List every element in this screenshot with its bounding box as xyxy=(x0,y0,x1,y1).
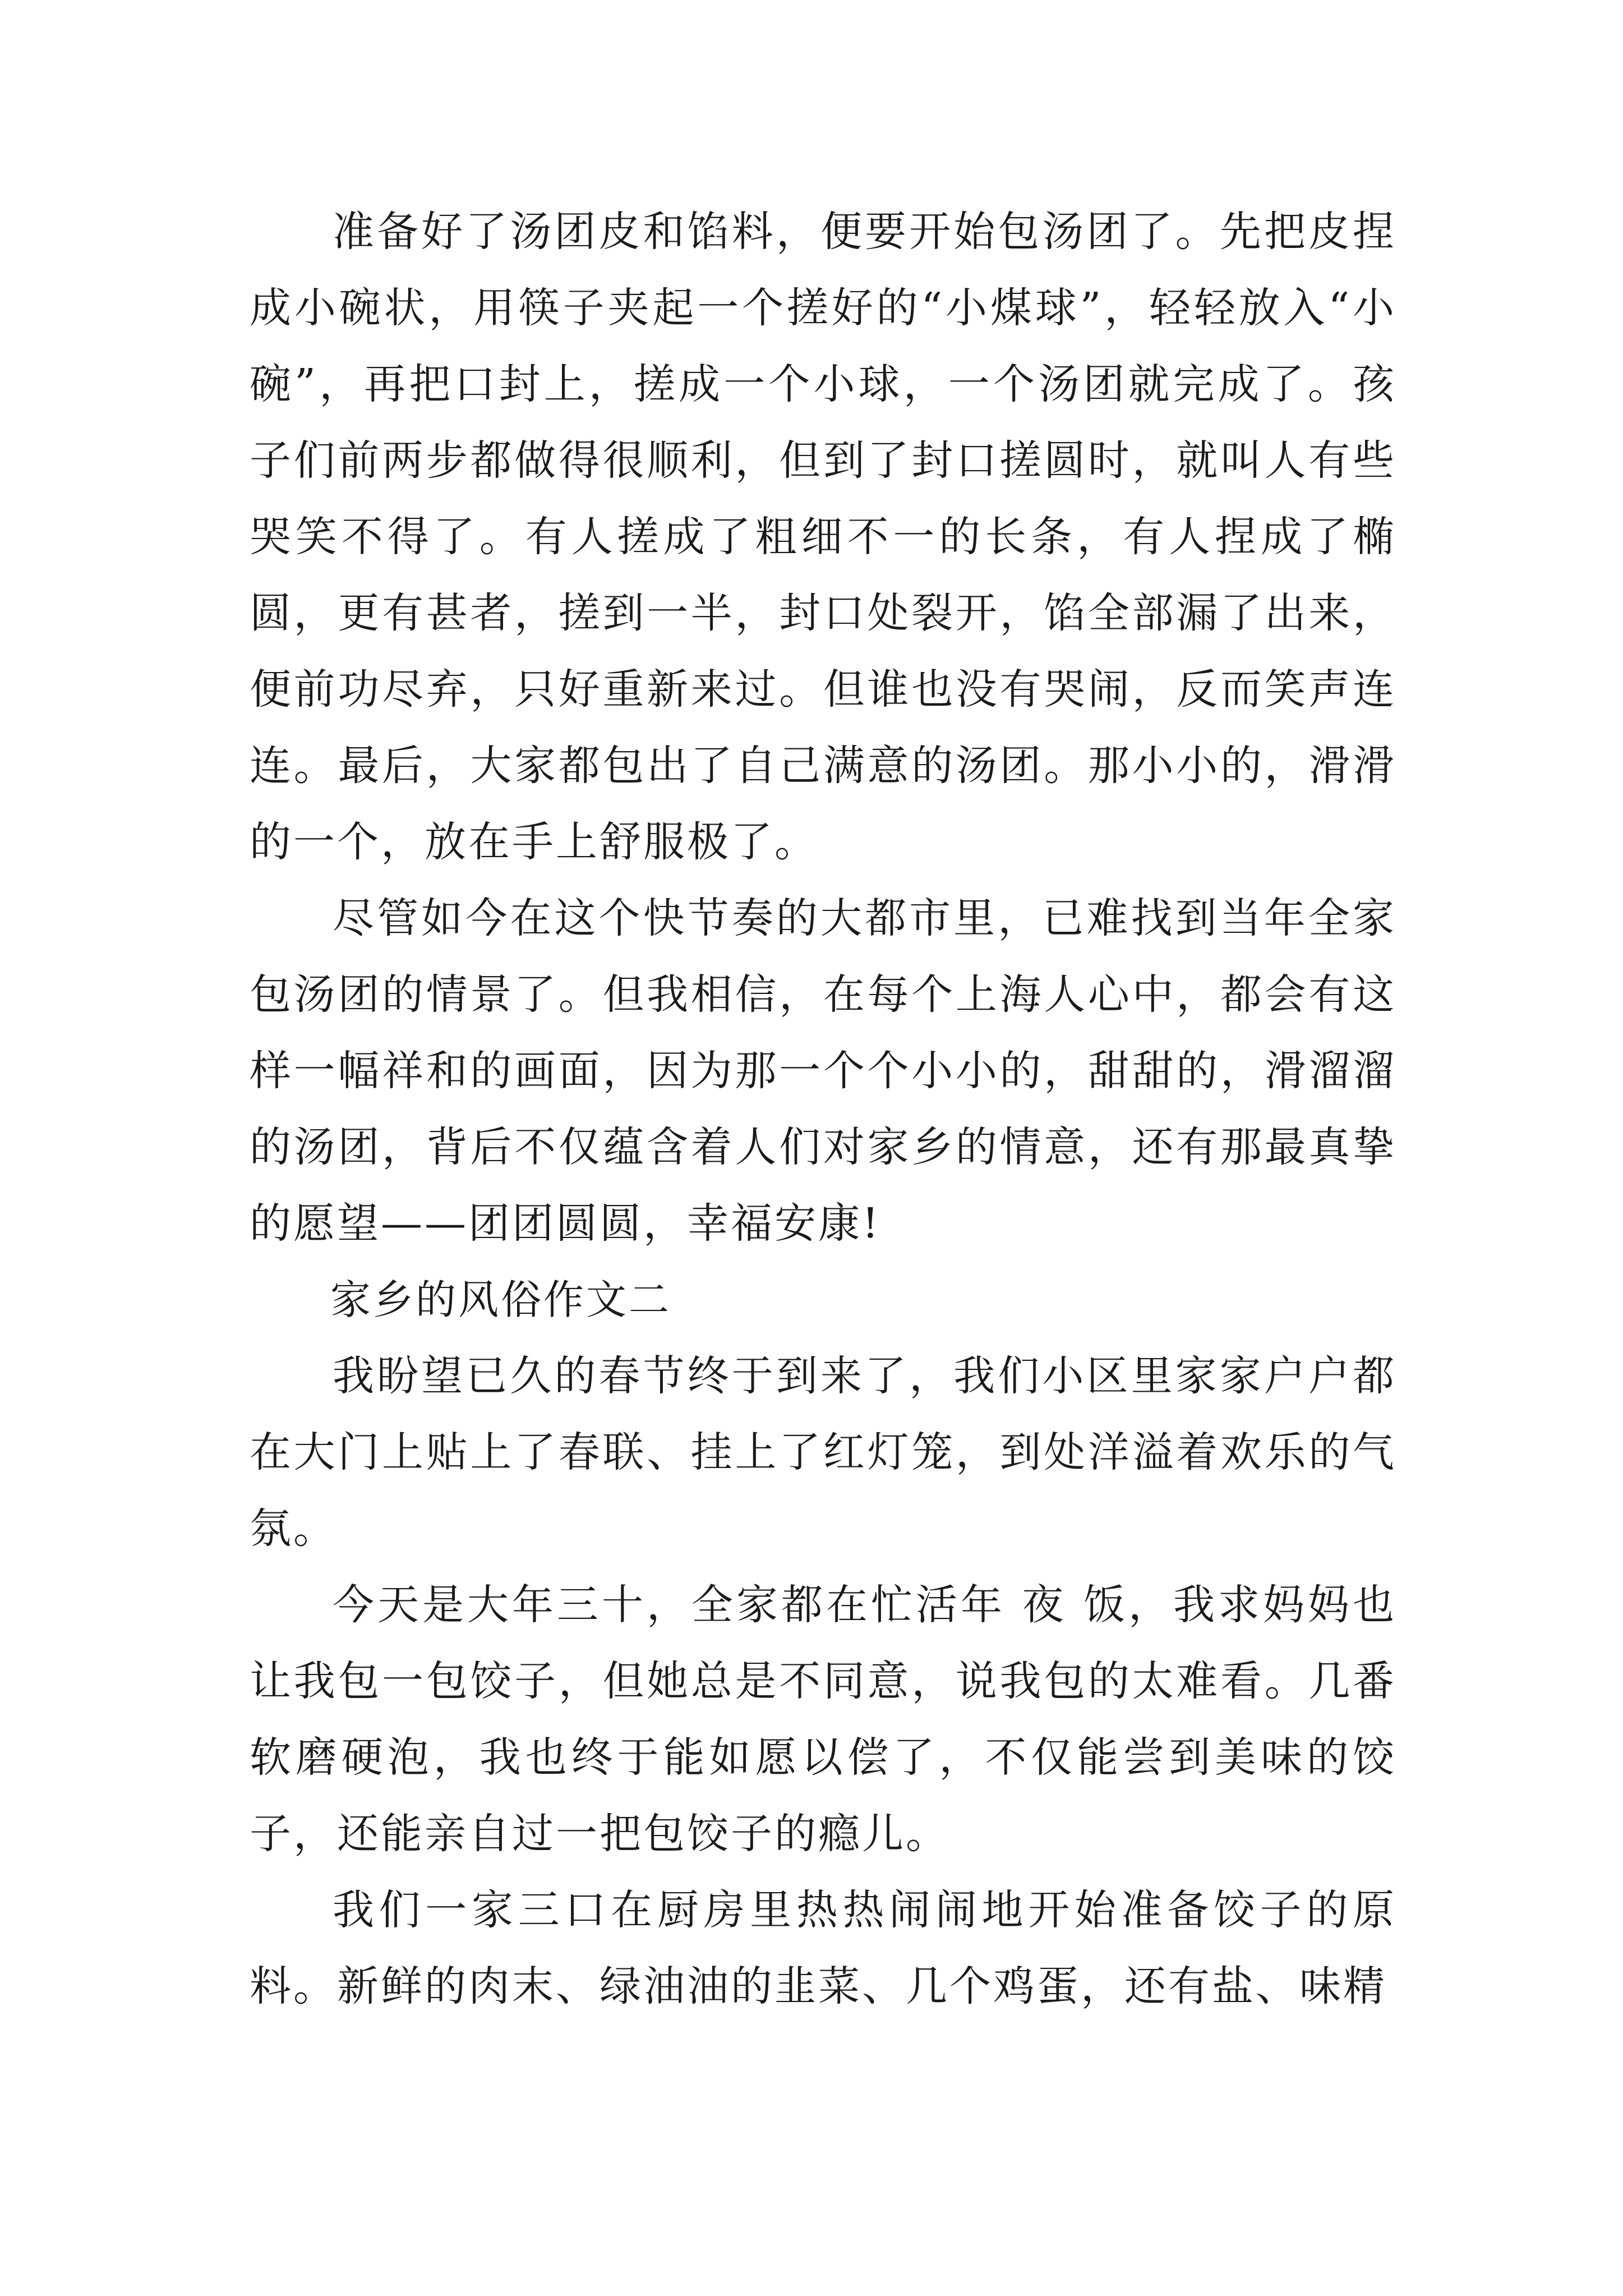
paragraph-city-memory: 尽管如今在这个快节奏的大都市里，已难找到当年全家包汤团的情景了。但我相信，在每个上海人心中，都会有这样一幅祥和的画面，因为那一个个小小的，甜甜的，滑溜溜的汤团，背后不仅蕴含着人们对家乡的情意，还有那最真挚的愿望——团团圆圆，幸福安康! xyxy=(250,894,1396,1248)
section-heading: 家乡的风俗作文二 xyxy=(330,1276,672,1323)
paragraph-dumpling-ingredients: 我们一家三口在厨房里热热闹闹地开始准备饺子的原料。新鲜的肉末、绿油油的韭菜、几个鸡蛋，还有盐、味精 xyxy=(250,1886,1396,2010)
paragraph-new-year-eve: 今天是大年三十，全家都在忙活年 夜 饭，我求妈妈也让我包一包饺子，但她总是不同意，说我包的太难看。几番软磨硬泡，我也终于能如愿以偿了，不仅能尝到美味的饺子，还能亲自过一把包饺子的瘾儿。 xyxy=(250,1581,1396,1858)
paragraph-making-tangyuan: 准备好了汤团皮和馅料，便要开始包汤团了。先把皮捏成小碗状，用筷子夹起一个搓好的“小煤球”，轻轻放入“小碗”，再把口封上，搓成一个小球，一个汤团就完成了。孩子们前两步都做得很顺利，但到了封口搓圆时，就叫人有些哭笑不得了。有人搓成了粗细不一的长条，有人捏成了椭圆，更有甚者，搓到一半，封口处裂开，馅全部漏了出来，便前功尽弃，只好重新来过。但谁也没有哭闹，反而笑声连连。最后，大家都包出了自己满意的汤团。那小小的，滑滑的一个，放在手上舒服极了。 xyxy=(250,208,1396,866)
paragraph-spring-festival: 我盼望已久的春节终于到来了，我们小区里家家户户都在大门上贴上了春联、挂上了红灯笼，到处洋溢着欢乐的气氛。 xyxy=(250,1352,1396,1553)
document-body xyxy=(250,194,1396,2024)
